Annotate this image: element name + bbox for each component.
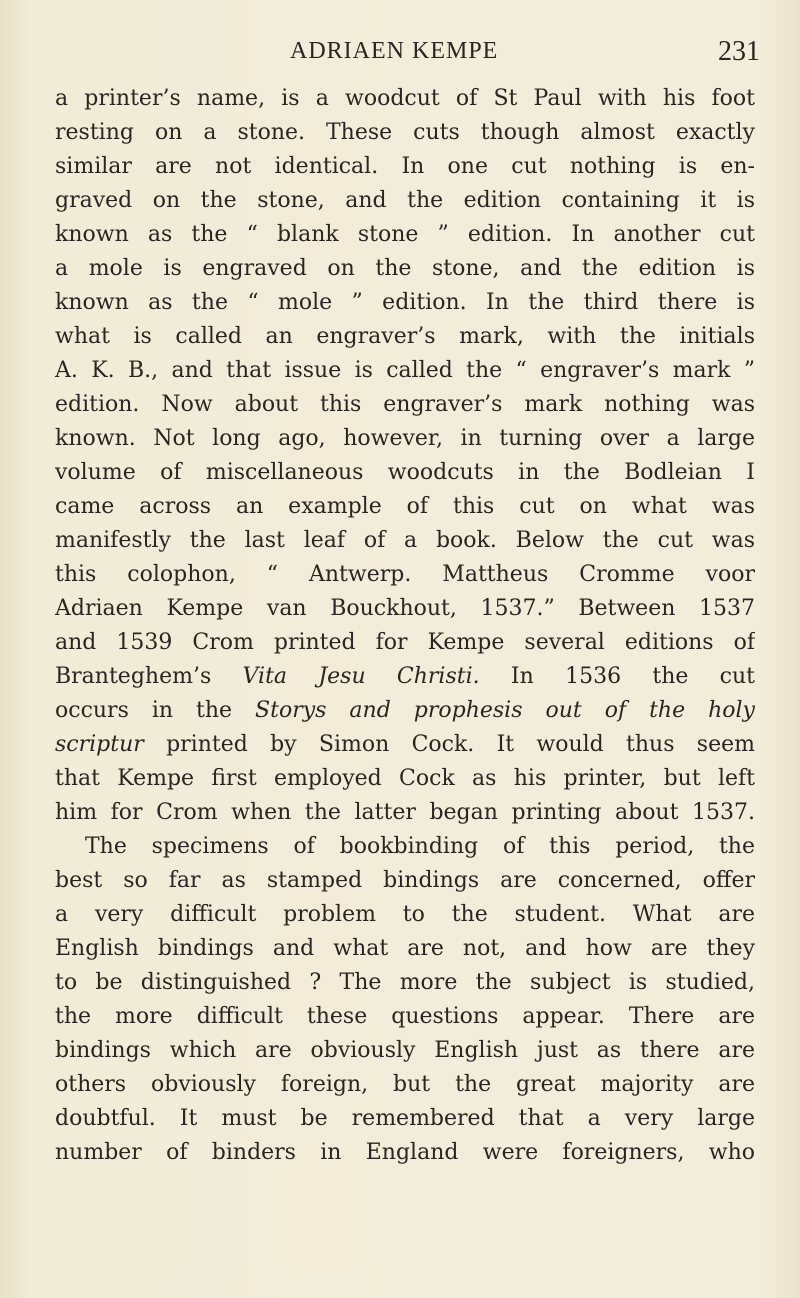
italic-title: scriptur — [55, 732, 144, 757]
italic-title: Storys and prophesis out of the holy — [255, 698, 755, 723]
text-line: a mole is engraved on the stone, and the edition is — [55, 256, 755, 281]
running-head — [290, 38, 760, 72]
text-line: that Kempe first employed Cock as his printer, but left — [55, 766, 755, 791]
page-number: 231 — [718, 36, 760, 67]
text-line: graved on the stone, and the edition containing it is — [55, 188, 755, 213]
text-segment: In 1536 the cut — [479, 664, 755, 689]
text-segment: Branteghem’s — [55, 664, 243, 689]
text-line: known as the “ mole ” edition. In the third there is — [55, 290, 755, 315]
text-line: what is called an engraver’s mark, with the initials — [55, 324, 755, 349]
text-line: similar are not identical. In one cut nothing is en- — [55, 154, 755, 179]
text-line: known. Not long ago, however, in turning over a large — [55, 426, 755, 451]
text-line: volume of miscellaneous woodcuts in the Bodleian I — [55, 460, 755, 485]
paragraph-first-line: The specimens of bookbinding of this period, the — [85, 834, 755, 859]
text-segment: printed by Simon Cock. It would thus seem — [143, 732, 755, 757]
text-line-with-italic — [55, 660, 755, 694]
body-text — [55, 82, 755, 1170]
text-line: this colophon, “ Antwerp. Mattheus Cromme voor — [55, 562, 755, 587]
running-head-title: ADRIAEN KEMPE — [290, 38, 499, 64]
text-line: known as the “ blank stone ” edition. In another cut — [55, 222, 755, 247]
text-line: edition. Now about this engraver’s mark nothing was — [55, 392, 755, 417]
text-line-with-italic — [55, 694, 755, 728]
text-line: to be distinguished ? The more the subject is studied, — [55, 970, 755, 995]
text-line: came across an example of this cut on what was — [55, 494, 755, 519]
text-line: him for Crom when the latter began printing about 1537. — [55, 800, 755, 825]
text-line: A. K. B., and that issue is called the “ engraver’s mark ” — [55, 358, 755, 383]
text-line: and 1539 Crom printed for Kempe several editions of — [55, 630, 755, 655]
text-line: number of binders in England were foreigners, who — [55, 1140, 755, 1165]
text-line: others obviously foreign, but the great majority are — [55, 1072, 755, 1097]
text-line: the more difficult these questions appear. There are — [55, 1004, 755, 1029]
text-line: Adriaen Kempe van Bouckhout, 1537.” Between 1537 — [55, 596, 755, 621]
text-line: best so far as stamped bindings are concerned, offer — [55, 868, 755, 893]
text-line: English bindings and what are not, and how are they — [55, 936, 755, 961]
italic-title: Vita Jesu Christi. — [242, 664, 480, 689]
text-line: doubtful. It must be remembered that a very large — [55, 1106, 755, 1131]
text-line: a very difficult problem to the student. What are — [55, 902, 755, 927]
text-segment: occurs in the — [55, 698, 256, 723]
text-line: bindings which are obviously English just as there are — [55, 1038, 755, 1063]
text-line: a printer’s name, is a woodcut of St Paul with his foot — [55, 86, 755, 111]
text-line-with-italic — [55, 728, 755, 762]
text-line: resting on a stone. These cuts though almost exactly — [55, 120, 755, 145]
text-line: manifestly the last leaf of a book. Below the cut was — [55, 528, 755, 553]
